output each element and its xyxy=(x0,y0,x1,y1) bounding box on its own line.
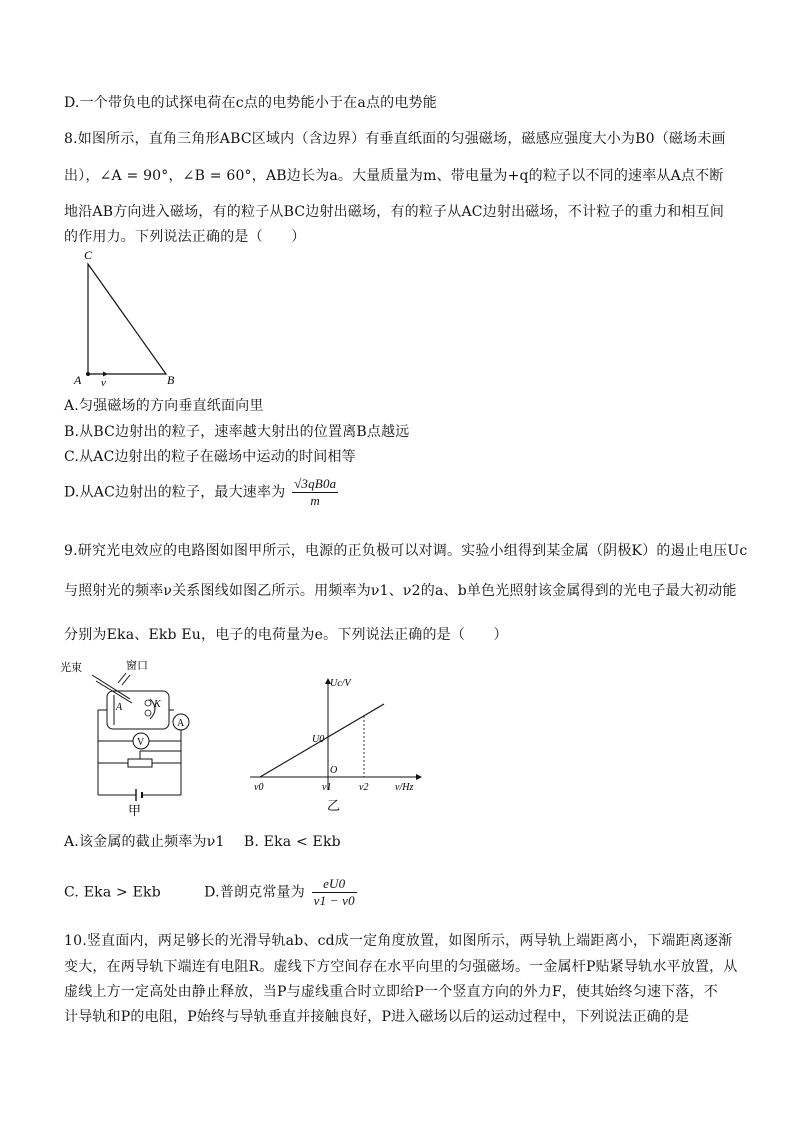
q8-stem-line3: 地沿AB方向进入磁场，有的粒子从BC边射出磁场，有的粒子从AC边射出磁场，不计粒子的重力和相互间 xyxy=(64,204,725,220)
label-a: A xyxy=(74,373,82,387)
velocity-arrowhead-icon xyxy=(103,372,108,377)
label-nu1: ν1 xyxy=(322,782,332,793)
label-b: B xyxy=(167,373,175,387)
q7-option-d: D.一个带负电的试探电荷在c点的电势能小于在a点的电势能 xyxy=(64,95,437,111)
q8-option-d-prefix: D.从AC边射出的粒子，最大速率为 xyxy=(64,484,286,501)
caption-yi: 乙 xyxy=(327,798,341,813)
label-ammeter: A xyxy=(177,718,185,729)
q9-option-c: C. Eka > Ekb xyxy=(64,884,161,901)
q8-option-c: C.从AC边射出的粒子在磁场中运动的时间相等 xyxy=(64,449,356,465)
label-light-beam: 光束 xyxy=(60,662,82,674)
point-a-dot xyxy=(86,372,90,376)
label-x-axis: ν/Hz xyxy=(395,782,414,793)
q9-option-a: A.该金属的截止频率为ν1 xyxy=(64,834,225,850)
label-v: v xyxy=(101,377,106,389)
q8-triangle-figure xyxy=(70,246,190,392)
caption-jia: 甲 xyxy=(128,803,142,817)
label-voltmeter: V xyxy=(137,737,145,748)
fraction-numerator: eU0 xyxy=(312,876,357,893)
q10-stem-line1: 10.竖直面内，两足够长的光滑导轨ab、cd成一定角度放置，如图所示，两导轨上端距离小，下端距离逐渐 xyxy=(64,933,733,949)
light-beam-line xyxy=(92,675,130,699)
label-nu2: ν2 xyxy=(359,782,369,793)
fraction-numerator: √3qB0a xyxy=(294,476,337,491)
q9-options-cd xyxy=(64,876,357,909)
q10-stem-line4: 计导轨和P的电阻，P始终与导轨垂直并接触良好，P进入磁场以后的运动过程中，下列说法正确的是 xyxy=(64,1009,690,1025)
label-u0: U0 xyxy=(312,734,325,745)
q8-option-a: A.匀强磁场的方向垂直纸面向里 xyxy=(64,398,264,414)
q9-option-b: B. Eka < Ekb xyxy=(243,834,341,850)
rheostat xyxy=(128,759,152,767)
q9-stem-line1: 9.研究光电效应的电路图如图甲所示，电源的正负极可以对调。实验小组得到某金属（阴极K）的遏止电压Uc xyxy=(64,543,748,559)
q9-option-d-prefix: D.普朗克常量为 xyxy=(204,884,305,901)
label-y-axis: Uc/V xyxy=(330,678,351,689)
label-window: 窗口 xyxy=(126,660,148,672)
label-nu0: ν0 xyxy=(254,782,264,793)
q9-options-ab xyxy=(64,831,341,851)
q9-option-d-fraction xyxy=(312,876,357,909)
q8-option-b: B.从BC边射出的粒子，速率越大射出的位置离B点越远 xyxy=(64,424,410,440)
fraction-denominator: ν1 − ν0 xyxy=(313,893,355,908)
q9-circuit-figure-jia xyxy=(60,655,210,817)
label-anode: A xyxy=(116,702,123,713)
q8-option-d-fraction xyxy=(292,476,338,509)
q9-stem-line3: 分别为Eka、Ekb Eu，电子的电荷量为e。下列说法正确的是（ ） xyxy=(64,627,508,643)
q10-stem-line2: 变大，在两导轨下端连有电阻R。虚线下方空间存在水平向里的匀强磁场。一金属杆P贴紧导轨水平放置，从 xyxy=(64,959,738,975)
label-origin: O xyxy=(330,765,338,776)
label-c: C xyxy=(84,248,93,262)
q9-graph-figure-yi xyxy=(238,672,428,814)
fraction-denominator: m xyxy=(310,493,320,508)
q10-stem-line3: 虚线上方一定高处由静止释放，当P与虚线重合时立即给P一个竖直方向的外力F，使其始终匀速下落，不 xyxy=(64,984,718,1000)
q8-option-d xyxy=(64,476,338,509)
label-cathode: K xyxy=(154,699,161,710)
triangle-abc xyxy=(88,264,166,374)
q8-stem-line4: 的作用力。下列说法正确的是（ ） xyxy=(64,229,306,245)
q8-stem-line2: 出），∠A = 90°，∠B = 60°，AB边长为a。大量质量为m、带电量为+q的粒子以不同的速率从A点不断 xyxy=(64,168,724,184)
x-axis-arrow-icon xyxy=(416,774,422,780)
q9-stem-line2: 与照射光的频率ν关系图线如图乙所示。用频率为ν1、ν2的a、b单色光照射该金属得到的光电子最大初动能 xyxy=(64,583,737,599)
q8-stem-line1: 8.如图所示，直角三角形ABC区域内（含边界）有垂直纸面的匀强磁场，磁感应强度大小为B0（磁场未画 xyxy=(64,131,726,147)
